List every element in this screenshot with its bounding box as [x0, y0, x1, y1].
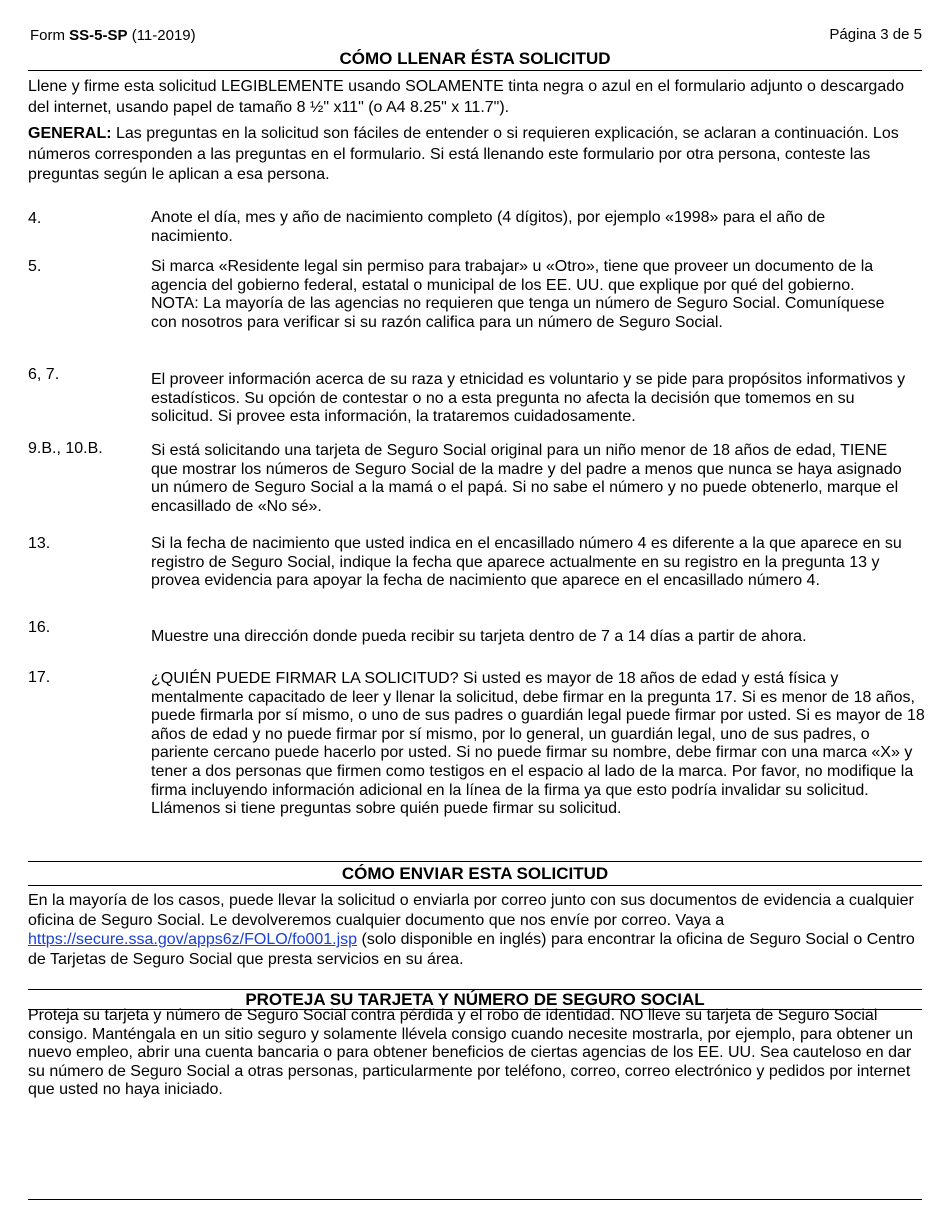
general-paragraph — [28, 124, 922, 186]
item-text: ¿QUIÉN PUEDE FIRMAR LA SOLICITUD? Si usted es mayor de 18 años de edad y está física y mentalmente capacitado de leer y llenar la solicitud, debe firmar en la pregunta 17. Si es menor de 18 años, puede firmarla por sí mismo, o uno de sus padres o guardián legal puede firmar por usted. Si es mayor de 18 años de edad y no puede firmar por sí mismo, por lo general, un guardián legal, uno de sus padres, o pariente cercano puede hacerlo por usted. Si no puede firmar su nombre, debe firmar con una marca «X» y tener a dos personas que firmen como testigos en el espacio al lado de la marca. Por favor, no modifique la firma incluyendo información adicional en la línea de la firma ya que esto podría invalidar su solicitud. Llámenos si tiene preguntas sobre quién puede firmar su solicitud. — [151, 670, 925, 818]
item-number: 9.B., 10.B. — [28, 440, 103, 457]
footer-rule — [28, 1199, 922, 1200]
item-number: 4. — [28, 210, 42, 227]
item-number: 6, 7. — [28, 366, 60, 383]
document-page — [28, 0, 925, 1230]
mailing-paragraph — [28, 891, 922, 969]
form-code: SS-5-SP — [69, 27, 128, 44]
section-title-como-llenar: CÓMO LLENAR ÉSTA SOLICITUD — [339, 49, 611, 68]
general-text: Las preguntas en la solicitud son fáciles de entender o si requieren explicación, se aclaran a continuación. Los números corresponden a las preguntas en el formulario. Si está llenando este formulario por otra persona, conteste las preguntas según le aplican a esa persona. — [28, 125, 899, 183]
section-rule — [28, 70, 922, 71]
protect-paragraph: Proteja su tarjeta y número de Seguro Social contra pérdida y el robo de identidad. NO lleve su tarjeta de Seguro Social consigo. Manténgala en un sitio seguro y solamente llévela consigo cuando necesite mostrarla, por ejemplo, para obtener un nuevo empleo, abrir una cuenta bancaria o para obtener beneficios de ciertas agencias de los EE. UU. Sea cauteloso en dar su número de Seguro Social a otras personas, particularmente por teléfono, correo, correo electrónico y pedidos por internet que usted no haya iniciado. — [28, 1007, 913, 1098]
intro-paragraph: Llene y firme esta solicitud LEGIBLEMENTE usando SOLAMENTE tinta negra o azul en el formulario adjunto o descargado del internet, usando papel de tamaño 8 ½" x11" (o A4 8.25" x 11.7"). — [28, 78, 905, 116]
mailing-text-continued: (solo disponible en inglés) para encontrar la oficina de Seguro Social o Centro de Tarjetas de Seguro Social que presta servicios en su área. — [28, 931, 915, 968]
page-number: Página 3 de 5 — [829, 26, 922, 43]
item-text: Si la fecha de nacimiento que usted indica en el encasillado número 4 es diferente a la que aparece en su registro de Seguro Social, indique la fecha que aparece actualmente en su registro en la pregunta 13 y provea evidencia para apoyar la fecha de nacimiento que aparece en el encasillado número 4. — [151, 535, 902, 590]
ssa-office-locator-link[interactable]: https://secure.ssa.gov/apps6z/FOLO/fo001.jsp — [28, 931, 358, 948]
section-title-proteja: PROTEJA SU TARJETA Y NÚMERO DE SEGURO SOCIAL — [245, 990, 705, 1009]
item-text: Si marca «Residente legal sin permiso para trabajar» u «Otro», tiene que proveer un documento de la agencia del gobierno federal, estatal o municipal de los EE. UU. que explique por qué del gobierno. NOTA: La mayoría de las agencias no requieren que tenga un número de Seguro Social. Comuníquese con nosotros para verificar si su razón califica para un número de Seguro Social. — [151, 258, 885, 331]
form-date: (11-2019) — [127, 27, 196, 44]
general-label: GENERAL: — [28, 125, 112, 142]
item-number: 17. — [28, 669, 51, 686]
item-number: 5. — [28, 258, 42, 275]
mailing-text: En la mayoría de los casos, puede llevar la solicitud o enviarla por correo junto con sus documentos de evidencia a cualquier oficina de Seguro Social. Le devolveremos cualquier documento que nos envíe por correo. Vaya a — [28, 892, 914, 929]
item-text: Anote el día, mes y año de nacimiento completo (4 dígitos), por ejemplo «1998» para el año de nacimiento. — [151, 209, 826, 245]
form-prefix: Form — [30, 27, 70, 44]
section-title-como-enviar: CÓMO ENVIAR ESTA SOLICITUD — [341, 864, 609, 883]
section-rule — [28, 861, 922, 862]
form-identifier — [30, 27, 196, 44]
item-text: El proveer información acerca de su raza y etnicidad es voluntario y se pide para propósitos informativos y estadísticos. Su opción de contestar o no a esta pregunta no afecta la decisión que tomemos en su solicitud. Si provee esta información, la trataremos cuidadosamente. — [151, 371, 906, 426]
item-number: 13. — [28, 535, 51, 552]
item-text: Si está solicitando una tarjeta de Seguro Social original para un niño menor de 18 años de edad, TIENE que mostrar los números de Seguro Social de la madre y del padre a menos que nunca se haya asignado un número de Seguro Social a la mamá o el papá. Si no sabe el número y no puede obtenerlo, marque el encasillado de «No sé». — [151, 442, 902, 515]
item-text: Muestre una dirección donde pueda recibir su tarjeta dentro de 7 a 14 días a partir de ahora. — [151, 628, 807, 645]
item-number: 16. — [28, 619, 51, 636]
section-rule — [28, 885, 922, 886]
